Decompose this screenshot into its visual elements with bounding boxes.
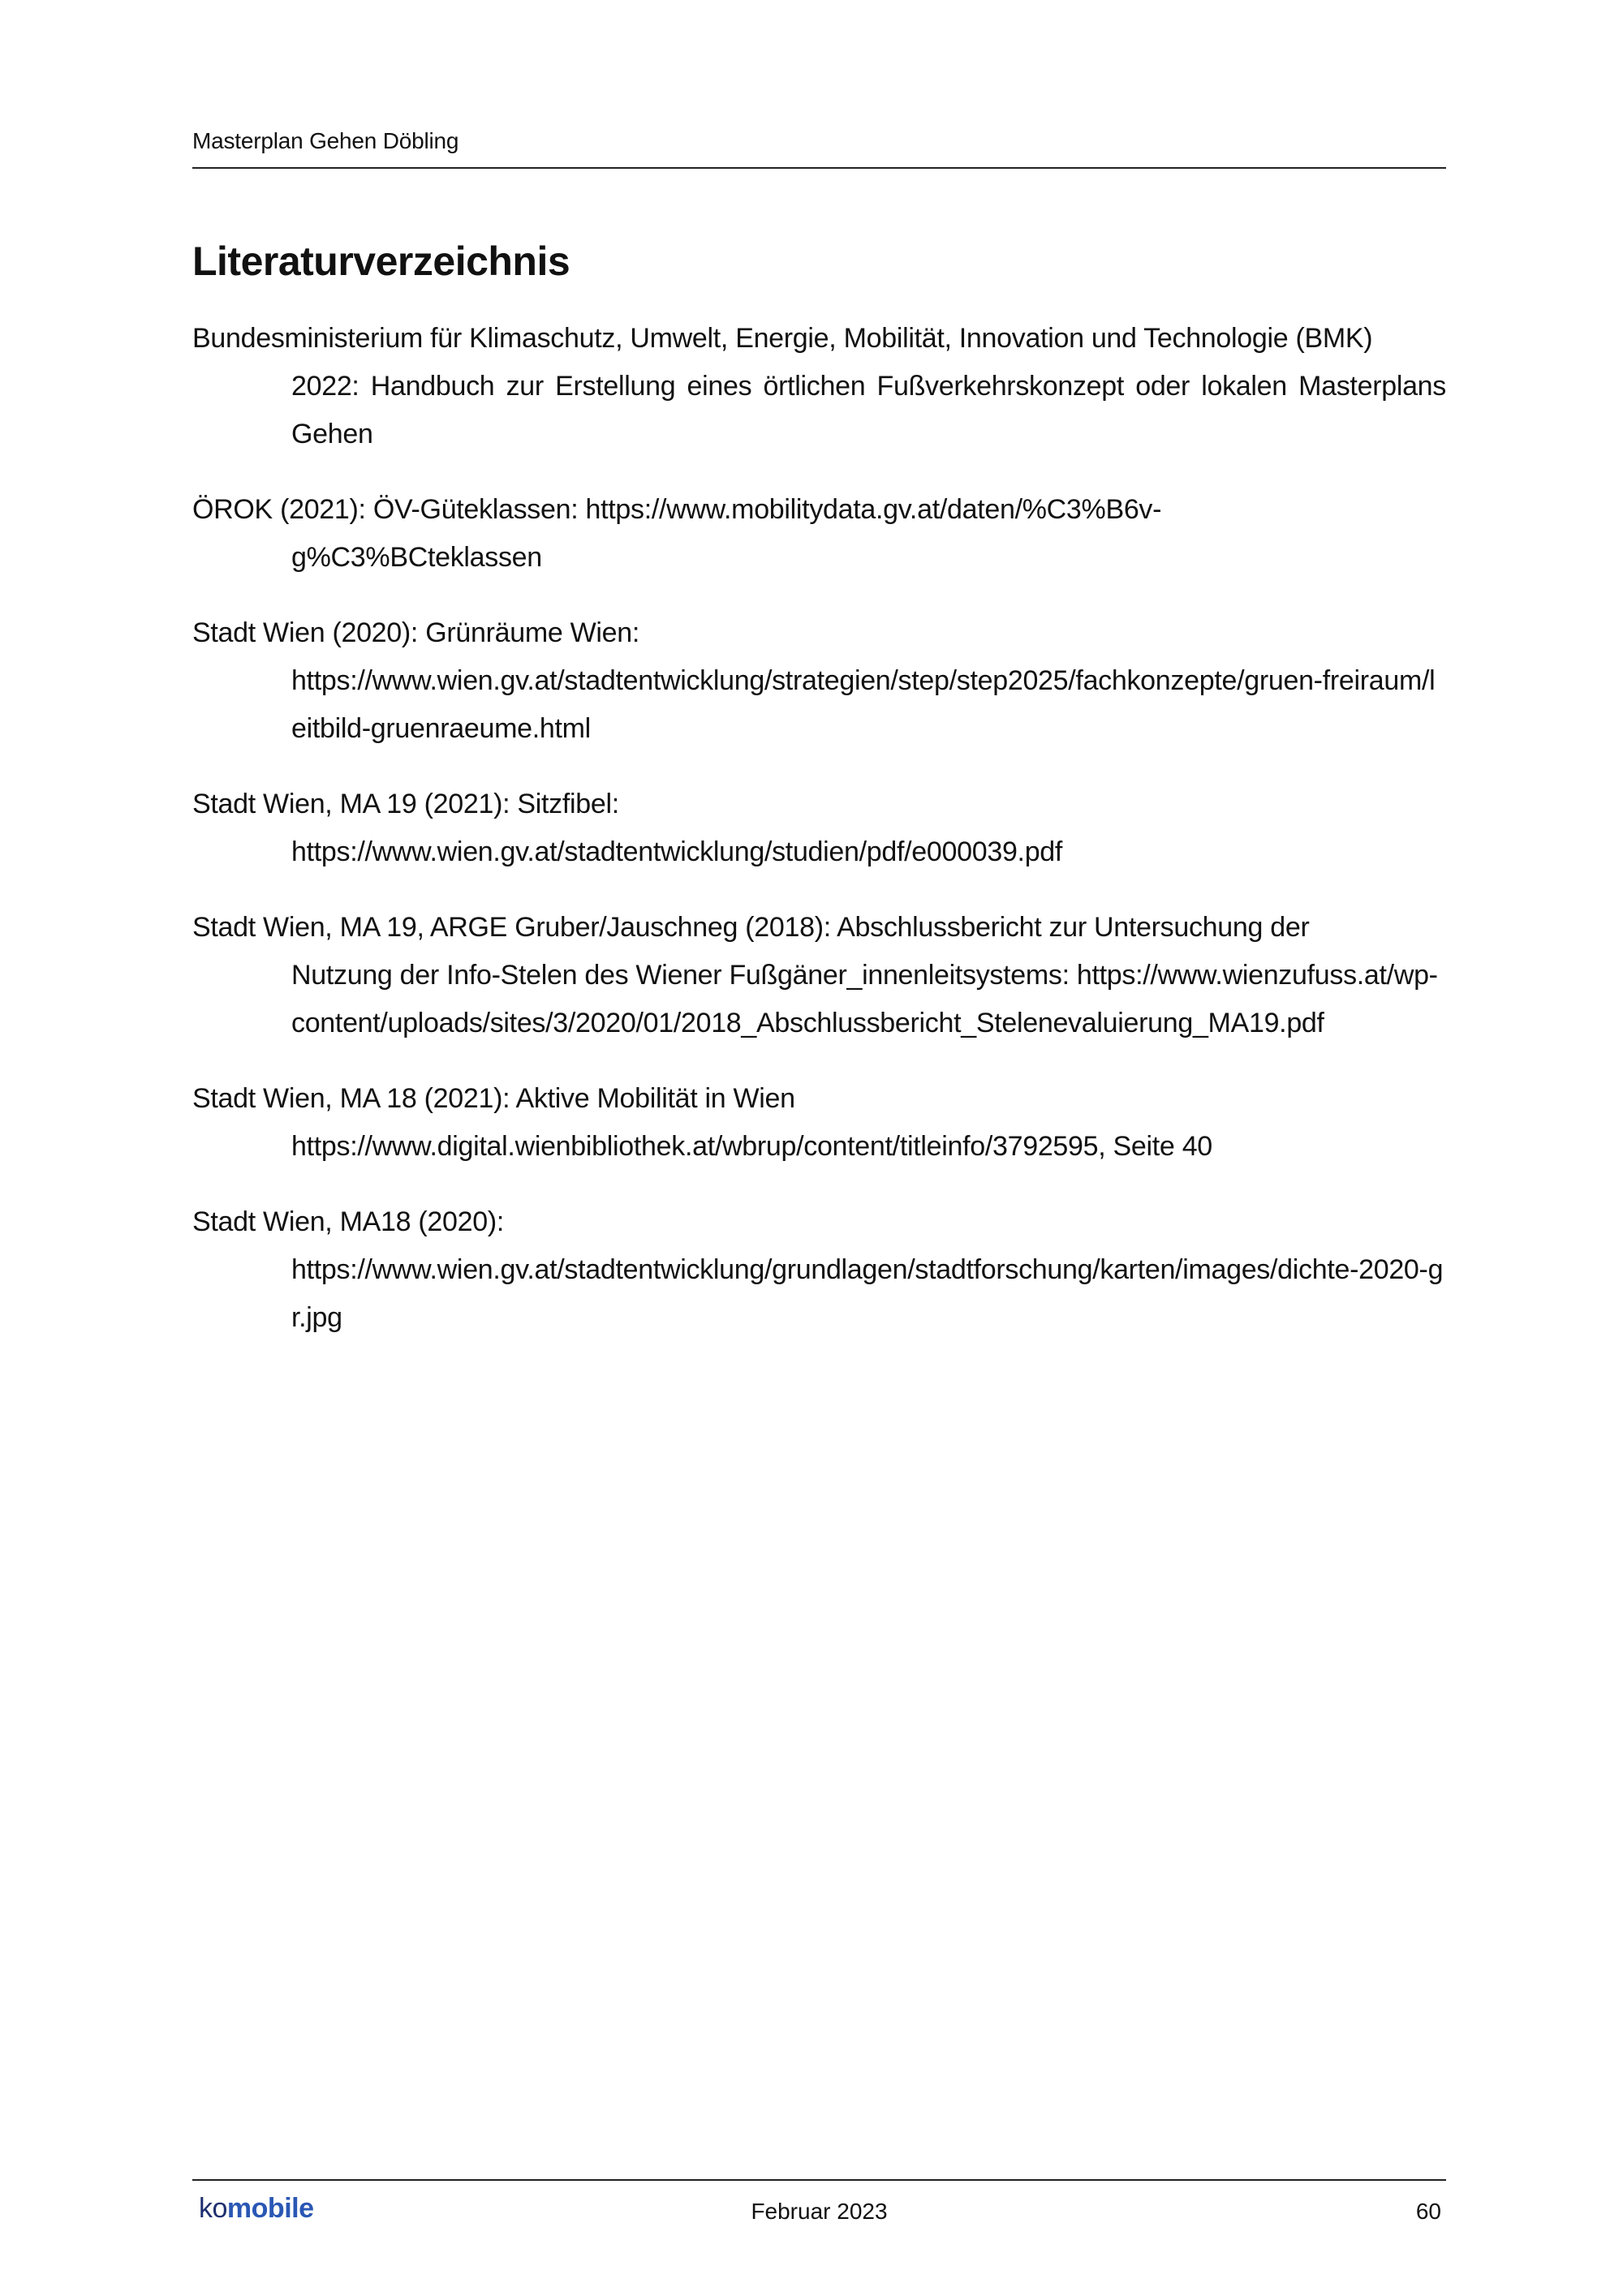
page-number: 60 <box>1415 2199 1441 2224</box>
footer-date: Februar 2023 <box>751 2199 888 2224</box>
reference-item <box>192 780 1446 876</box>
reference-lead: Stadt Wien, MA 18 (2021): Aktive Mobilität in Wien <box>192 1083 795 1114</box>
reference-item <box>192 486 1446 582</box>
reference-continuation: 2022: Handbuch zur Erstellung eines örtlichen Fußverkehrskonzept oder lokalen Masterplans Gehen <box>291 371 1446 449</box>
page-title: Literaturverzeichnis <box>192 239 570 284</box>
reference-continuation: https://www.wien.gv.at/stadtentwicklung/strategien/step/step2025/fachkonzepte/gruen-freiraum/leitbild-gruenraeume.html <box>291 665 1436 744</box>
reference-item <box>192 1198 1446 1342</box>
reference-lead: Stadt Wien, MA18 (2020): <box>192 1206 504 1237</box>
reference-lead: Stadt Wien, MA 19, ARGE Gruber/Jauschneg (2018): Abschlussbericht zur Untersuchung der <box>192 912 1310 943</box>
reference-item <box>192 609 1446 753</box>
reference-item <box>192 315 1446 458</box>
header-title: Masterplan Gehen Döbling <box>192 128 459 153</box>
reference-continuation: g%C3%BCteklassen <box>291 542 542 573</box>
reference-lead: ÖROK (2021): ÖV-Güteklassen: https://www.mobilitydata.gv.at/daten/%C3%B6v- <box>192 494 1162 525</box>
logo-text-mobile: mobile <box>226 2193 314 2224</box>
reference-lead: Bundesministerium für Klimaschutz, Umwelt, Energie, Mobilität, Innovation und Technologie (BMK) <box>192 323 1373 354</box>
reference-item <box>192 904 1446 1047</box>
page-footer <box>192 2179 1446 2229</box>
page-header <box>192 123 1446 169</box>
logo-text-ko: ko <box>199 2193 227 2224</box>
reference-continuation: https://www.wien.gv.at/stadtentwicklung/grundlagen/stadtforschung/karten/images/dichte-2020-gr.jpg <box>291 1254 1444 1333</box>
reference-lead: Stadt Wien, MA 19 (2021): Sitzfibel: <box>192 789 619 819</box>
reference-item <box>192 1075 1446 1171</box>
reference-continuation: https://www.wien.gv.at/stadtentwicklung/studien/pdf/e000039.pdf <box>291 836 1063 867</box>
reference-list <box>192 315 1446 1369</box>
reference-continuation: Nutzung der Info-Stelen des Wiener Fußgäner_innenleitsystems: https://www.wienzufuss.at/wp-content/uploads/sites/3/2020/01/2018_Abschlussbericht_Stelenevaluierung_MA19.pdf <box>291 960 1438 1038</box>
reference-continuation: https://www.digital.wienbibliothek.at/wbrup/content/titleinfo/3792595, Seite 40 <box>291 1131 1212 1162</box>
reference-lead: Stadt Wien (2020): Grünräume Wien: <box>192 617 640 648</box>
